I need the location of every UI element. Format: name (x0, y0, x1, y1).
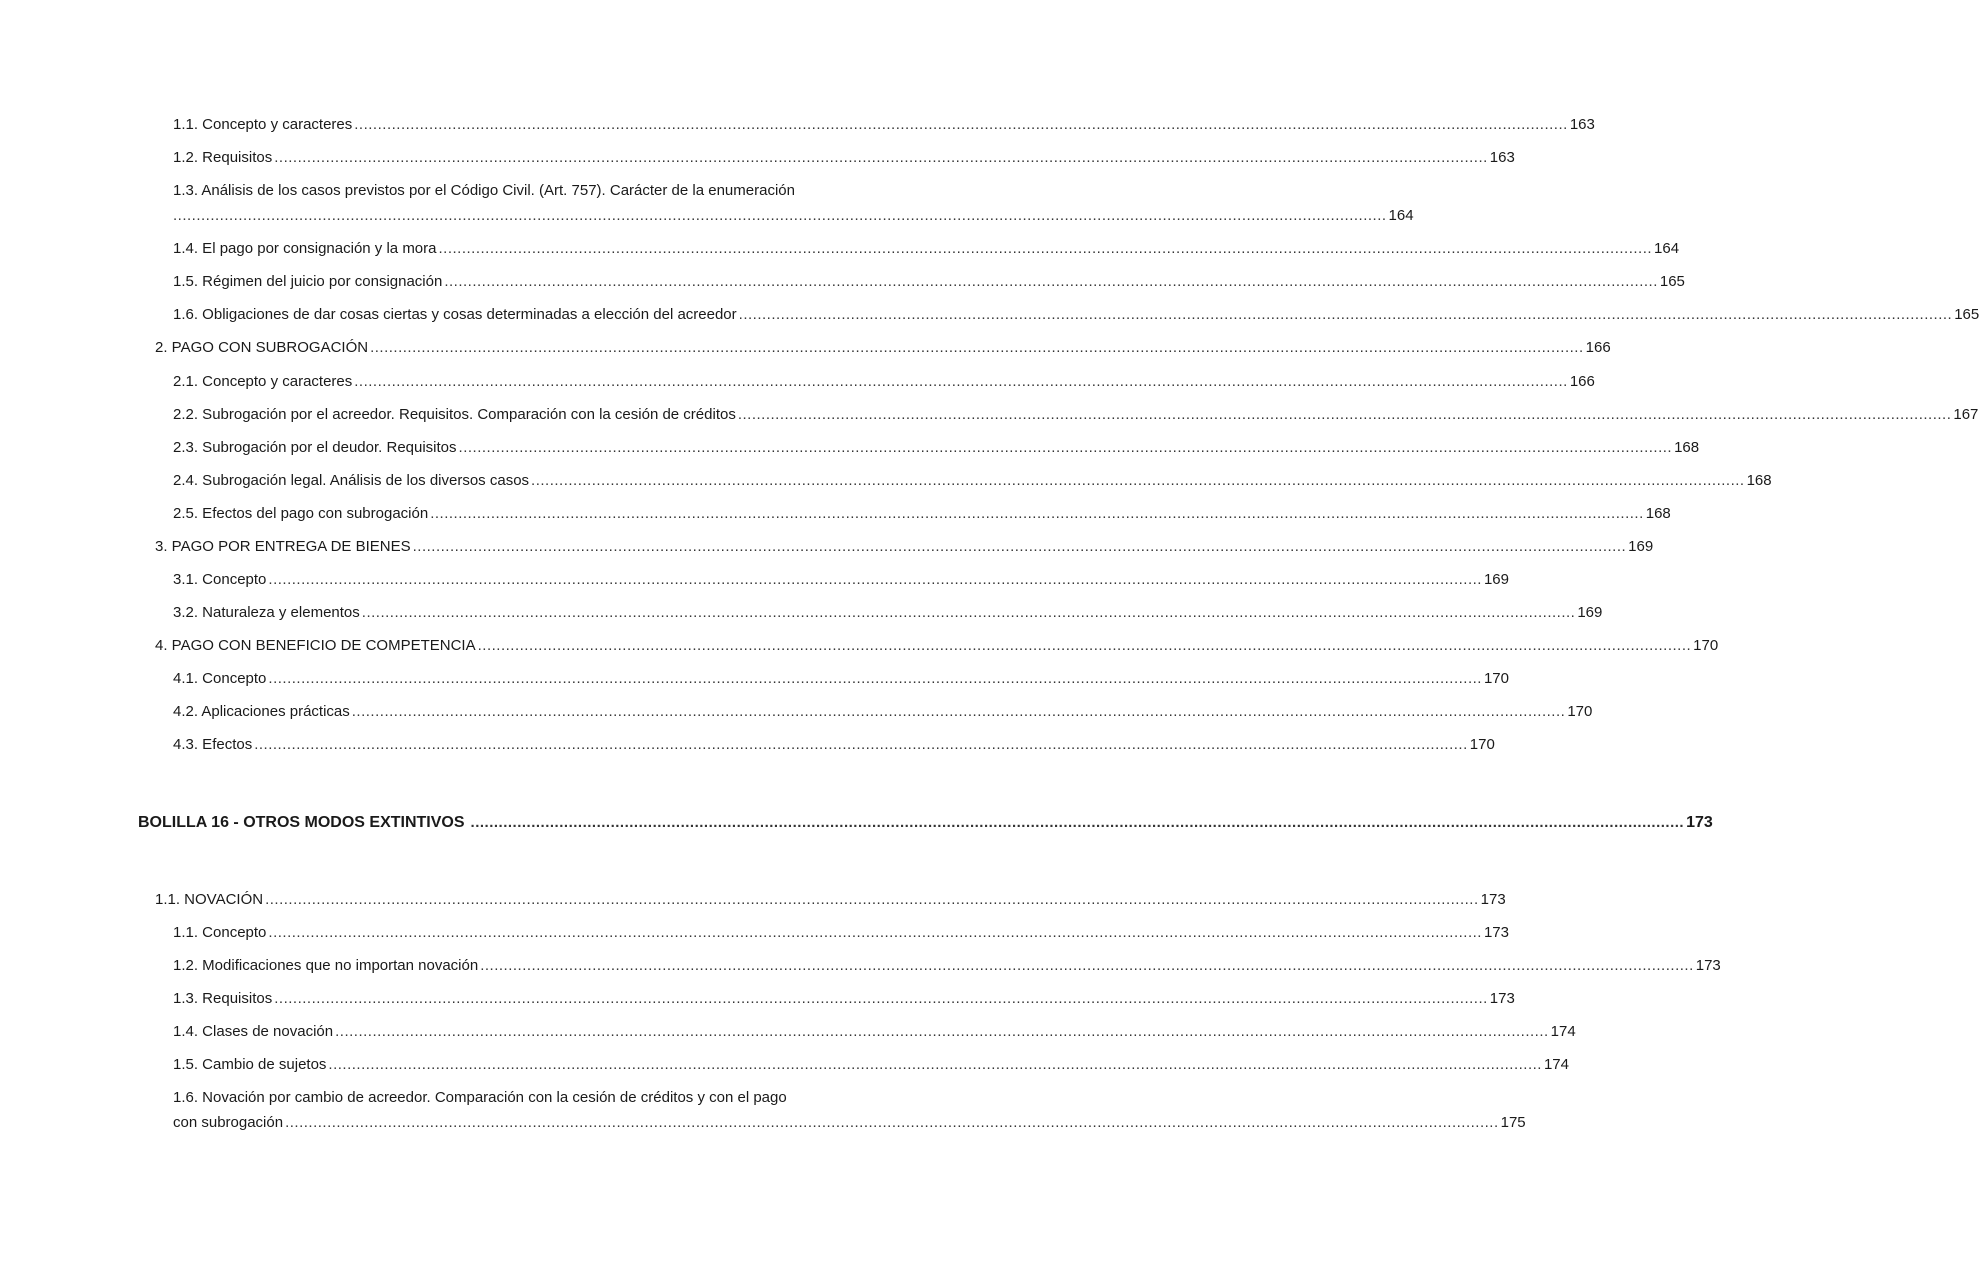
toc-entry[interactable] (173, 923, 1509, 943)
toc-entry-page: 173 (1483, 924, 1509, 941)
toc-entry-page: 164 (1654, 240, 1680, 257)
toc-entry-title: 1.1. Concepto y caracteres (173, 116, 353, 133)
toc-entry-title: 1.5. Cambio de sujetos (173, 1056, 327, 1073)
toc-entry-title: 2.5. Efectos del pago con subrogación (173, 505, 429, 522)
toc-entry[interactable] (173, 438, 1700, 458)
toc-entry[interactable] (173, 305, 1979, 325)
toc-chapter-page: 173 (1686, 814, 1713, 831)
toc-entry-title: con subrogación (173, 1114, 284, 1131)
dot-leader (173, 206, 1387, 226)
toc-entry[interactable] (173, 570, 1509, 590)
toc-entry-page: 166 (1569, 373, 1595, 390)
dot-leader (439, 239, 1653, 259)
toc-entry[interactable] (173, 1055, 1569, 1075)
toc-entry[interactable] (173, 1022, 1576, 1042)
toc-entry-section[interactable] (155, 338, 1611, 358)
toc-entry-page: 173 (1695, 957, 1721, 974)
toc-entry-page: 169 (1483, 571, 1509, 588)
toc-entry-title: 1.4. Clases de novación (173, 1023, 334, 1040)
dot-leader (265, 890, 1479, 910)
toc-entry-title: 1.4. El pago por consignación y la mora (173, 240, 437, 257)
toc-entry-title: 2.2. Subrogación por el acreedor. Requisitos. Comparación con la cesión de créditos (173, 406, 736, 423)
toc-entry-page: 170 (1469, 736, 1495, 753)
toc-entry[interactable] (173, 115, 1595, 135)
toc-entry-title: 4.2. Aplicaciones prácticas (173, 703, 350, 720)
toc-entry-page: 163 (1489, 149, 1515, 166)
dot-leader (354, 372, 1568, 392)
dot-leader (739, 305, 1953, 325)
toc-entry-page: 173 (1489, 990, 1515, 1007)
toc-entry-page: 174 (1543, 1056, 1569, 1073)
toc-entry-page: 164 (1388, 207, 1414, 224)
toc-entry-title: 4.1. Concepto (173, 670, 267, 687)
dot-leader (352, 702, 1566, 722)
toc-entry[interactable] (173, 956, 1721, 976)
dot-leader (370, 338, 1584, 358)
toc-entry-title: 2.3. Subrogación por el deudor. Requisitos (173, 439, 457, 456)
dot-leader (274, 989, 1488, 1009)
toc-entry[interactable] (173, 603, 1603, 623)
toc-entry-page: 167 (1953, 406, 1979, 423)
toc-entry-section[interactable] (155, 537, 1654, 557)
toc-entry[interactable] (173, 239, 1680, 259)
toc-entry[interactable] (173, 148, 1515, 168)
dot-leader (268, 669, 1482, 689)
dot-leader (430, 504, 1644, 524)
toc-entry-page: 170 (1483, 670, 1509, 687)
toc-entry-page: 168 (1746, 472, 1772, 489)
toc-chapter-title: BOLILLA 16 - OTROS MODOS EXTINTIVOS (138, 814, 465, 831)
toc-entry-title: 3. PAGO POR ENTREGA DE BIENES (155, 538, 411, 555)
toc-entry-wrapped-line1[interactable]: 1.6. Novación por cambio de acreedor. Comparación con la cesión de créditos y con el pago (173, 1089, 787, 1106)
dot-leader (268, 570, 1482, 590)
toc-entry[interactable] (173, 471, 1772, 491)
toc-entry[interactable] (173, 405, 1979, 425)
toc-entry[interactable] (173, 989, 1515, 1009)
dot-leader (274, 148, 1488, 168)
dot-leader (444, 272, 1658, 292)
toc-entry[interactable] (173, 702, 1593, 722)
toc-entry-title: 1.2. Modificaciones que no importan novación (173, 957, 479, 974)
toc-entry-page: 170 (1693, 637, 1719, 654)
toc-entry-title: 4.3. Efectos (173, 736, 253, 753)
toc-entry-wrapped-line1[interactable]: 1.3. Análisis de los casos previstos por el Código Civil. (Art. 757). Carácter de la enumeración (173, 182, 795, 199)
toc-entry-page: 163 (1569, 116, 1595, 133)
dot-leader (413, 537, 1627, 557)
toc-entry-page: 170 (1567, 703, 1593, 720)
toc-entry-wrapped-line2[interactable] (173, 1113, 1526, 1133)
toc-entry[interactable] (173, 372, 1595, 392)
dot-leader (478, 636, 1692, 656)
toc-entry[interactable] (173, 504, 1671, 524)
toc-entry-page: 169 (1577, 604, 1603, 621)
toc-chapter-heading[interactable] (138, 813, 1713, 833)
toc-entry-page: 166 (1585, 339, 1611, 356)
dot-leader (335, 1022, 1549, 1042)
dot-leader (285, 1113, 1499, 1133)
dot-leader (738, 405, 1952, 425)
toc-entry-section[interactable] (155, 636, 1719, 656)
dot-leader (480, 956, 1694, 976)
toc-entry-page: 169 (1628, 538, 1654, 555)
toc-entry-title: 1.5. Régimen del juicio por consignación (173, 273, 443, 290)
toc-entry-title: 1.1. Concepto (173, 924, 267, 941)
toc-entry-title: 1.2. Requisitos (173, 149, 273, 166)
toc-entry-title: 3.2. Naturaleza y elementos (173, 604, 360, 621)
toc-entry[interactable] (173, 735, 1495, 755)
toc-entry-page: 173 (1480, 891, 1506, 908)
toc-entry-title: 2.4. Subrogación legal. Análisis de los diversos casos (173, 472, 530, 489)
toc-entry-title: 2.1. Concepto y caracteres (173, 373, 353, 390)
toc-entry-wrapped-line2[interactable] (173, 206, 1414, 226)
dot-leader (354, 115, 1568, 135)
toc-entry-page: 168 (1645, 505, 1671, 522)
toc-entry-page: 165 (1954, 306, 1979, 323)
toc-entry-page: 165 (1659, 273, 1685, 290)
toc-entry-section[interactable] (155, 890, 1506, 910)
toc-entry-page: 175 (1500, 1114, 1526, 1131)
dot-leader (268, 923, 1482, 943)
toc-entry-page: 174 (1550, 1023, 1576, 1040)
dot-leader (471, 813, 1685, 833)
dot-leader (531, 471, 1745, 491)
toc-entry-title: 1.6. Obligaciones de dar cosas ciertas y cosas determinadas a elección del acreedor (173, 306, 737, 323)
toc-entry[interactable] (173, 669, 1509, 689)
dot-leader (459, 438, 1673, 458)
toc-entry-title: 2. PAGO CON SUBROGACIÓN (155, 339, 369, 356)
dot-leader (254, 735, 1468, 755)
toc-entry-title: 1.1. NOVACIÓN (155, 891, 264, 908)
toc-entry[interactable] (173, 272, 1685, 292)
toc-entry-title: 4. PAGO CON BENEFICIO DE COMPETENCIA (155, 637, 476, 654)
dot-leader (328, 1055, 1542, 1075)
toc-entry-title: 1.3. Requisitos (173, 990, 273, 1007)
toc-entry-page: 168 (1674, 439, 1700, 456)
dot-leader (362, 603, 1576, 623)
toc-entry-title: 3.1. Concepto (173, 571, 267, 588)
